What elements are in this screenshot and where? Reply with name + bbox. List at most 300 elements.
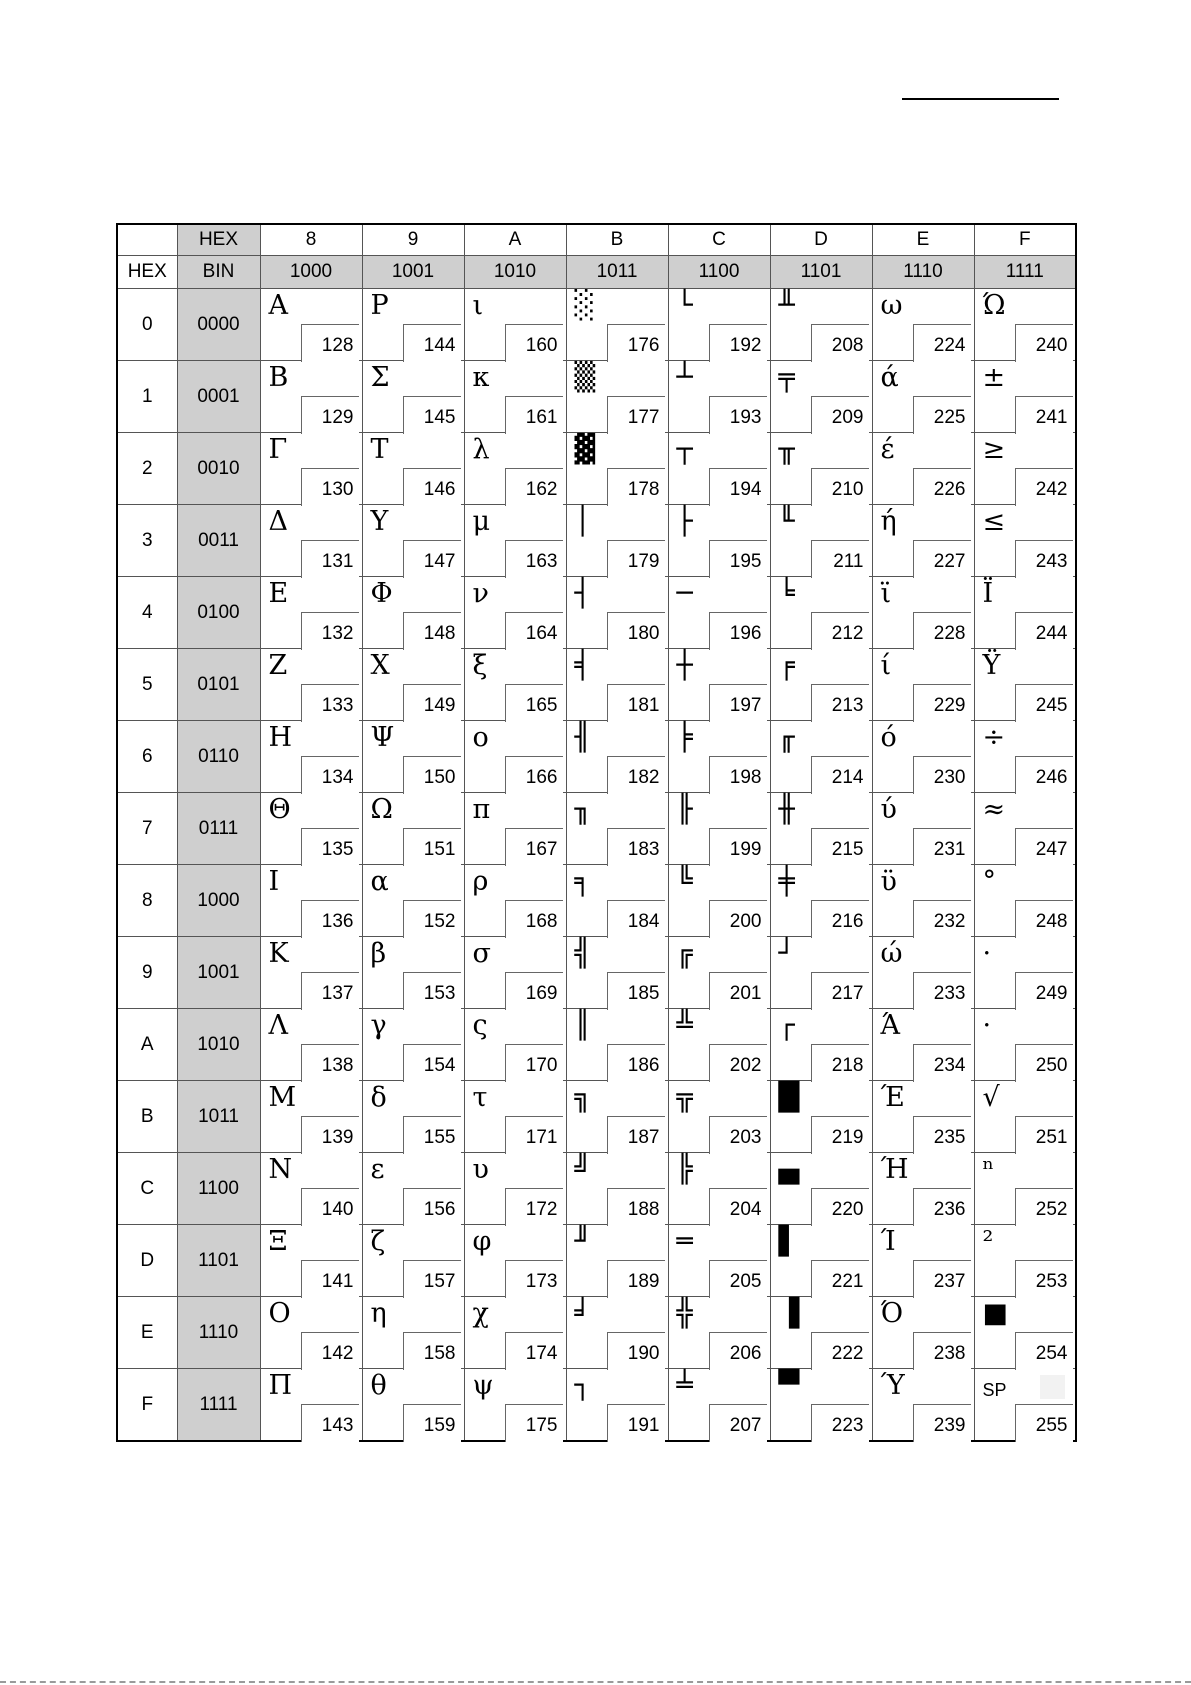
character-glyph: ²	[982, 1226, 994, 1257]
decimal-code-box	[1015, 324, 1073, 362]
decimal-code-box	[709, 468, 767, 506]
character-glyph: ╝	[574, 1154, 591, 1185]
code-cell-content	[465, 937, 566, 1008]
code-cell	[872, 361, 974, 433]
decimal-code: 130	[321, 479, 354, 500]
decimal-code: 155	[423, 1127, 456, 1148]
code-cell-content	[465, 1153, 566, 1224]
character-glyph: ▀	[778, 1370, 800, 1401]
code-cell-content	[465, 289, 566, 360]
code-cell-content	[873, 433, 974, 504]
decimal-code: 211	[833, 551, 864, 572]
code-cell-content	[975, 1225, 1076, 1296]
code-cell-content	[771, 505, 872, 576]
character-glyph: ─	[676, 578, 693, 609]
decimal-code: 147	[423, 551, 456, 572]
decimal-code-box	[709, 828, 767, 866]
decimal-code: 210	[831, 479, 864, 500]
code-cell	[260, 361, 362, 433]
decimal-code-box	[1015, 900, 1073, 938]
decimal-code-box	[709, 612, 767, 650]
code-cell-content	[771, 865, 872, 936]
decimal-code-box	[607, 1260, 665, 1298]
code-cell	[668, 1297, 770, 1369]
decimal-code: 175	[525, 1415, 558, 1436]
code-cell	[260, 1153, 362, 1225]
decimal-code: 234	[933, 1055, 966, 1076]
code-cell-content	[771, 289, 872, 360]
code-cell-content	[669, 505, 770, 576]
decimal-code: 207	[729, 1415, 762, 1436]
decimal-code: 174	[525, 1343, 558, 1364]
character-glyph: ε	[370, 1154, 385, 1185]
code-cell-content	[567, 793, 668, 864]
decimal-code-box	[505, 1404, 563, 1442]
row-hex: 2	[117, 433, 177, 505]
code-cell-content	[873, 793, 974, 864]
decimal-code-box	[505, 756, 563, 794]
row-bin: 0101	[177, 649, 260, 721]
code-cell	[872, 1369, 974, 1442]
code-cell	[464, 793, 566, 865]
character-glyph: ξ	[472, 650, 488, 681]
decimal-code-box	[301, 828, 359, 866]
code-cell	[974, 505, 1076, 577]
code-cell	[566, 505, 668, 577]
code-cell-content	[975, 289, 1076, 360]
decimal-code-box	[607, 756, 665, 794]
code-cell-content	[363, 433, 464, 504]
decimal-code: 188	[627, 1199, 660, 1220]
character-glyph: Φ	[370, 578, 393, 609]
decimal-code-box	[403, 1044, 461, 1082]
decimal-code: 199	[729, 839, 762, 860]
decimal-code-box	[811, 540, 869, 578]
code-cell-content	[261, 721, 362, 792]
code-cell-content	[975, 1081, 1076, 1152]
decimal-code: 217	[831, 983, 864, 1004]
decimal-code-box	[1015, 468, 1073, 506]
code-cell-content	[465, 1081, 566, 1152]
decimal-code-box	[301, 1260, 359, 1298]
decimal-code-box	[913, 972, 971, 1010]
code-cell	[770, 865, 872, 937]
code-cell-content	[873, 505, 974, 576]
decimal-code-box	[607, 684, 665, 722]
decimal-code: 154	[423, 1055, 456, 1076]
decimal-code: 168	[525, 911, 558, 932]
character-glyph: ╖	[574, 794, 591, 825]
decimal-code-box	[1015, 1188, 1073, 1226]
code-cell	[872, 1153, 974, 1225]
decimal-code-box	[505, 540, 563, 578]
character-glyph: ▒	[574, 362, 596, 393]
character-glyph: Ρ	[370, 290, 389, 321]
decimal-code: 137	[321, 983, 354, 1004]
character-glyph: ρ	[472, 866, 489, 897]
column-bin-d: 1101	[770, 256, 872, 289]
code-cell-content	[669, 361, 770, 432]
code-cell-content	[771, 1009, 872, 1080]
code-cell-content	[873, 289, 974, 360]
decimal-code: 213	[831, 695, 864, 716]
code-cell	[872, 289, 974, 361]
decimal-code-box	[301, 396, 359, 434]
decimal-code: 252	[1035, 1199, 1068, 1220]
character-glyph: π	[472, 794, 491, 825]
code-cell	[668, 793, 770, 865]
code-cell-content	[261, 289, 362, 360]
code-cell-content	[975, 577, 1076, 648]
code-cell-content	[567, 865, 668, 936]
decimal-code-box	[1015, 684, 1073, 722]
code-cell-content	[975, 937, 1076, 1008]
character-glyph: Π	[268, 1370, 293, 1401]
decimal-code: 145	[423, 407, 456, 428]
decimal-code-box	[1015, 1044, 1073, 1082]
row-bin: 0010	[177, 433, 260, 505]
code-cell	[260, 1297, 362, 1369]
code-cell	[872, 577, 974, 649]
code-cell	[566, 1297, 668, 1369]
decimal-code-box	[607, 828, 665, 866]
character-glyph: ≤	[982, 506, 1006, 537]
code-cell	[362, 1297, 464, 1369]
decimal-code-box	[913, 324, 971, 362]
character-glyph: ╥	[778, 434, 795, 465]
character-glyph: Ί	[880, 1226, 896, 1257]
code-cell	[770, 1081, 872, 1153]
character-glyph: θ	[370, 1370, 387, 1401]
decimal-code-box	[1015, 612, 1073, 650]
decimal-code: 243	[1035, 551, 1068, 572]
decimal-code-box	[1015, 1332, 1073, 1370]
code-cell-content	[975, 649, 1076, 720]
decimal-code-box	[709, 324, 767, 362]
code-cell-content	[669, 1297, 770, 1368]
code-cell-content	[261, 433, 362, 504]
decimal-code: 208	[831, 335, 864, 356]
table-row	[117, 1225, 1076, 1297]
character-glyph: ▓	[574, 434, 596, 465]
code-cell-content	[567, 1009, 668, 1080]
code-cell-content	[363, 937, 464, 1008]
code-cell-content	[669, 1009, 770, 1080]
code-cell	[362, 433, 464, 505]
character-glyph: ό	[880, 722, 897, 753]
decimal-code-box	[811, 468, 869, 506]
header-row-hex	[117, 224, 1076, 256]
row-hex-label: HEX	[117, 256, 177, 289]
decimal-code-box	[607, 324, 665, 362]
code-cell	[668, 721, 770, 793]
code-cell	[974, 289, 1076, 361]
decimal-code-box	[301, 900, 359, 938]
decimal-code-box	[403, 396, 461, 434]
code-cell-content	[261, 1081, 362, 1152]
character-glyph: Έ	[880, 1082, 905, 1113]
code-cell-content	[567, 937, 668, 1008]
decimal-code-box	[505, 468, 563, 506]
decimal-code-box	[607, 612, 665, 650]
decimal-code-box	[1015, 1116, 1073, 1154]
decimal-code-box	[505, 1188, 563, 1226]
character-glyph: ╚	[676, 866, 693, 897]
character-glyph: ┐	[574, 1370, 591, 1401]
character-glyph: δ	[370, 1082, 387, 1113]
table-row	[117, 433, 1076, 505]
row-bin: 1000	[177, 865, 260, 937]
decimal-code-box	[403, 756, 461, 794]
decimal-code-box	[709, 1188, 767, 1226]
decimal-code: 138	[321, 1055, 354, 1076]
code-cell-content	[873, 1009, 974, 1080]
code-cell-content	[261, 649, 362, 720]
code-cell	[260, 505, 362, 577]
code-cell-content	[261, 505, 362, 576]
character-glyph: ά	[880, 362, 899, 393]
code-cell	[362, 1009, 464, 1081]
decimal-code-box	[913, 1116, 971, 1154]
decimal-code: 190	[627, 1343, 660, 1364]
code-cell-content	[975, 793, 1076, 864]
character-glyph: Ϋ	[982, 650, 1001, 681]
code-cell	[770, 289, 872, 361]
code-cell-content	[567, 1153, 668, 1224]
decimal-code-box	[811, 1044, 869, 1082]
decimal-code: 220	[831, 1199, 864, 1220]
code-cell	[770, 1297, 872, 1369]
decimal-code-box	[811, 612, 869, 650]
column-hex-d: D	[770, 224, 872, 256]
code-cell	[362, 865, 464, 937]
character-glyph: γ	[370, 1010, 387, 1041]
character-glyph: ┘	[778, 938, 795, 969]
decimal-code-box	[403, 468, 461, 506]
column-hex-e: E	[872, 224, 974, 256]
code-cell-content	[975, 433, 1076, 504]
column-hex-b: B	[566, 224, 668, 256]
code-cell	[872, 649, 974, 721]
code-cell	[362, 649, 464, 721]
character-glyph: ╕	[574, 866, 591, 897]
code-cell	[770, 577, 872, 649]
decimal-code: 247	[1035, 839, 1068, 860]
code-cell	[362, 505, 464, 577]
code-cell	[974, 721, 1076, 793]
code-cell-content	[363, 1225, 464, 1296]
decimal-code-box	[811, 1116, 869, 1154]
code-cell	[566, 649, 668, 721]
table-row	[117, 865, 1076, 937]
code-cell-content	[669, 1153, 770, 1224]
character-glyph: Χ	[370, 650, 390, 681]
decimal-code-box	[607, 396, 665, 434]
table-row	[117, 649, 1076, 721]
code-cell	[566, 289, 668, 361]
code-cell-content	[669, 865, 770, 936]
character-glyph: Δ	[268, 506, 288, 537]
page-edge-dashes	[0, 1681, 1191, 1683]
decimal-code: 242	[1035, 479, 1068, 500]
code-cell	[974, 433, 1076, 505]
code-cell	[362, 1081, 464, 1153]
decimal-code: 237	[933, 1271, 966, 1292]
decimal-code-box	[301, 1044, 359, 1082]
code-cell	[770, 649, 872, 721]
decimal-code-box	[913, 756, 971, 794]
decimal-code-box	[301, 972, 359, 1010]
code-cell	[872, 1009, 974, 1081]
code-cell-content	[975, 721, 1076, 792]
character-glyph: Η	[268, 722, 293, 753]
code-cell-content	[873, 361, 974, 432]
decimal-code: 167	[525, 839, 558, 860]
decimal-code-box	[505, 396, 563, 434]
code-cell-content	[669, 289, 770, 360]
decimal-code: 240	[1035, 335, 1068, 356]
decimal-code-box	[913, 1260, 971, 1298]
code-cell-content	[261, 1225, 362, 1296]
decimal-code: 239	[933, 1415, 966, 1436]
decimal-code: 181	[627, 695, 660, 716]
code-cell	[260, 649, 362, 721]
code-cell	[668, 433, 770, 505]
row-hex: B	[117, 1081, 177, 1153]
decimal-code: 140	[321, 1199, 354, 1220]
code-cell-content	[363, 793, 464, 864]
character-glyph: β	[370, 938, 387, 969]
character-glyph: ⁿ	[982, 1154, 995, 1185]
decimal-code: 203	[729, 1127, 762, 1148]
code-cell	[974, 577, 1076, 649]
decimal-code-box	[301, 324, 359, 362]
character-glyph: ·	[982, 1010, 992, 1041]
code-cell-content	[465, 865, 566, 936]
decimal-code-box	[709, 684, 767, 722]
table-row	[117, 1369, 1076, 1442]
decimal-code: 148	[423, 623, 456, 644]
decimal-code: 222	[831, 1343, 864, 1364]
code-cell-content	[567, 361, 668, 432]
character-glyph: √	[982, 1082, 1000, 1113]
character-glyph: └	[676, 290, 693, 321]
code-cell	[464, 1225, 566, 1297]
code-cell-content	[363, 1009, 464, 1080]
code-cell	[362, 793, 464, 865]
table-row	[117, 577, 1076, 649]
table-row	[117, 1081, 1076, 1153]
code-cell-content	[465, 1297, 566, 1368]
decimal-code-box	[607, 972, 665, 1010]
column-bin-e: 1110	[872, 256, 974, 289]
row-hex: C	[117, 1153, 177, 1225]
decimal-code-box	[1015, 972, 1073, 1010]
code-cell	[770, 1009, 872, 1081]
decimal-code-box	[301, 468, 359, 506]
character-glyph: ║	[574, 1010, 591, 1041]
decimal-code: 201	[729, 983, 762, 1004]
decimal-code-box	[913, 828, 971, 866]
character-glyph: ώ	[880, 938, 903, 969]
code-cell	[464, 361, 566, 433]
code-cell-content	[465, 577, 566, 648]
decimal-code-box	[1015, 1260, 1073, 1298]
code-cell	[464, 1297, 566, 1369]
character-glyph: υ	[472, 1154, 489, 1185]
code-cell-content	[669, 577, 770, 648]
character-glyph: ψ	[472, 1370, 494, 1401]
decimal-code-box	[913, 1332, 971, 1370]
character-glyph: Ο	[268, 1298, 291, 1329]
character-glyph: ύ	[880, 794, 897, 825]
decimal-code-box	[301, 1116, 359, 1154]
code-cell	[770, 1225, 872, 1297]
code-cell-content	[771, 1297, 872, 1368]
decimal-code-box	[403, 1188, 461, 1226]
code-cell	[668, 505, 770, 577]
space-placeholder	[1040, 1375, 1065, 1399]
code-cell	[566, 1153, 668, 1225]
decimal-code: 146	[423, 479, 456, 500]
decimal-code-box	[403, 1260, 461, 1298]
code-cell-content	[873, 721, 974, 792]
code-cell	[770, 1153, 872, 1225]
code-cell-content	[771, 1225, 872, 1296]
character-glyph: ═	[676, 1226, 693, 1257]
code-cell	[770, 433, 872, 505]
decimal-code: 179	[627, 551, 660, 572]
code-cell-content	[465, 649, 566, 720]
decimal-code: 244	[1035, 623, 1068, 644]
decimal-code-box	[811, 324, 869, 362]
character-glyph: ┬	[676, 434, 693, 465]
code-cell	[668, 649, 770, 721]
code-cell	[566, 577, 668, 649]
decimal-code-box	[913, 900, 971, 938]
code-cell-content	[261, 1297, 362, 1368]
character-glyph: ├	[676, 506, 693, 537]
column-hex-a: A	[464, 224, 566, 256]
code-cell	[668, 1153, 770, 1225]
decimal-code-box	[607, 1044, 665, 1082]
decimal-code-box	[709, 1260, 767, 1298]
column-bin-9: 1001	[362, 256, 464, 289]
character-glyph: ί	[880, 650, 892, 681]
code-cell-content	[261, 1009, 362, 1080]
row-bin: 1100	[177, 1153, 260, 1225]
character-glyph: Ω	[370, 794, 393, 825]
code-cell	[974, 937, 1076, 1009]
character-glyph: Υ	[370, 506, 389, 537]
decimal-code: 169	[525, 983, 558, 1004]
code-cell-content	[771, 937, 872, 1008]
decimal-code-box	[505, 1116, 563, 1154]
code-cell-content	[771, 361, 872, 432]
code-cell	[260, 289, 362, 361]
character-glyph: ╫	[778, 794, 795, 825]
decimal-code: 202	[729, 1055, 762, 1076]
character-code-table	[116, 223, 1077, 1442]
decimal-code-box	[1015, 396, 1073, 434]
decimal-code-box	[913, 396, 971, 434]
code-cell-content	[363, 865, 464, 936]
decimal-code-box	[913, 1188, 971, 1226]
code-cell	[566, 1225, 668, 1297]
character-glyph: ▌	[778, 1226, 800, 1257]
decimal-code: 150	[423, 767, 456, 788]
decimal-code: 197	[729, 695, 762, 716]
